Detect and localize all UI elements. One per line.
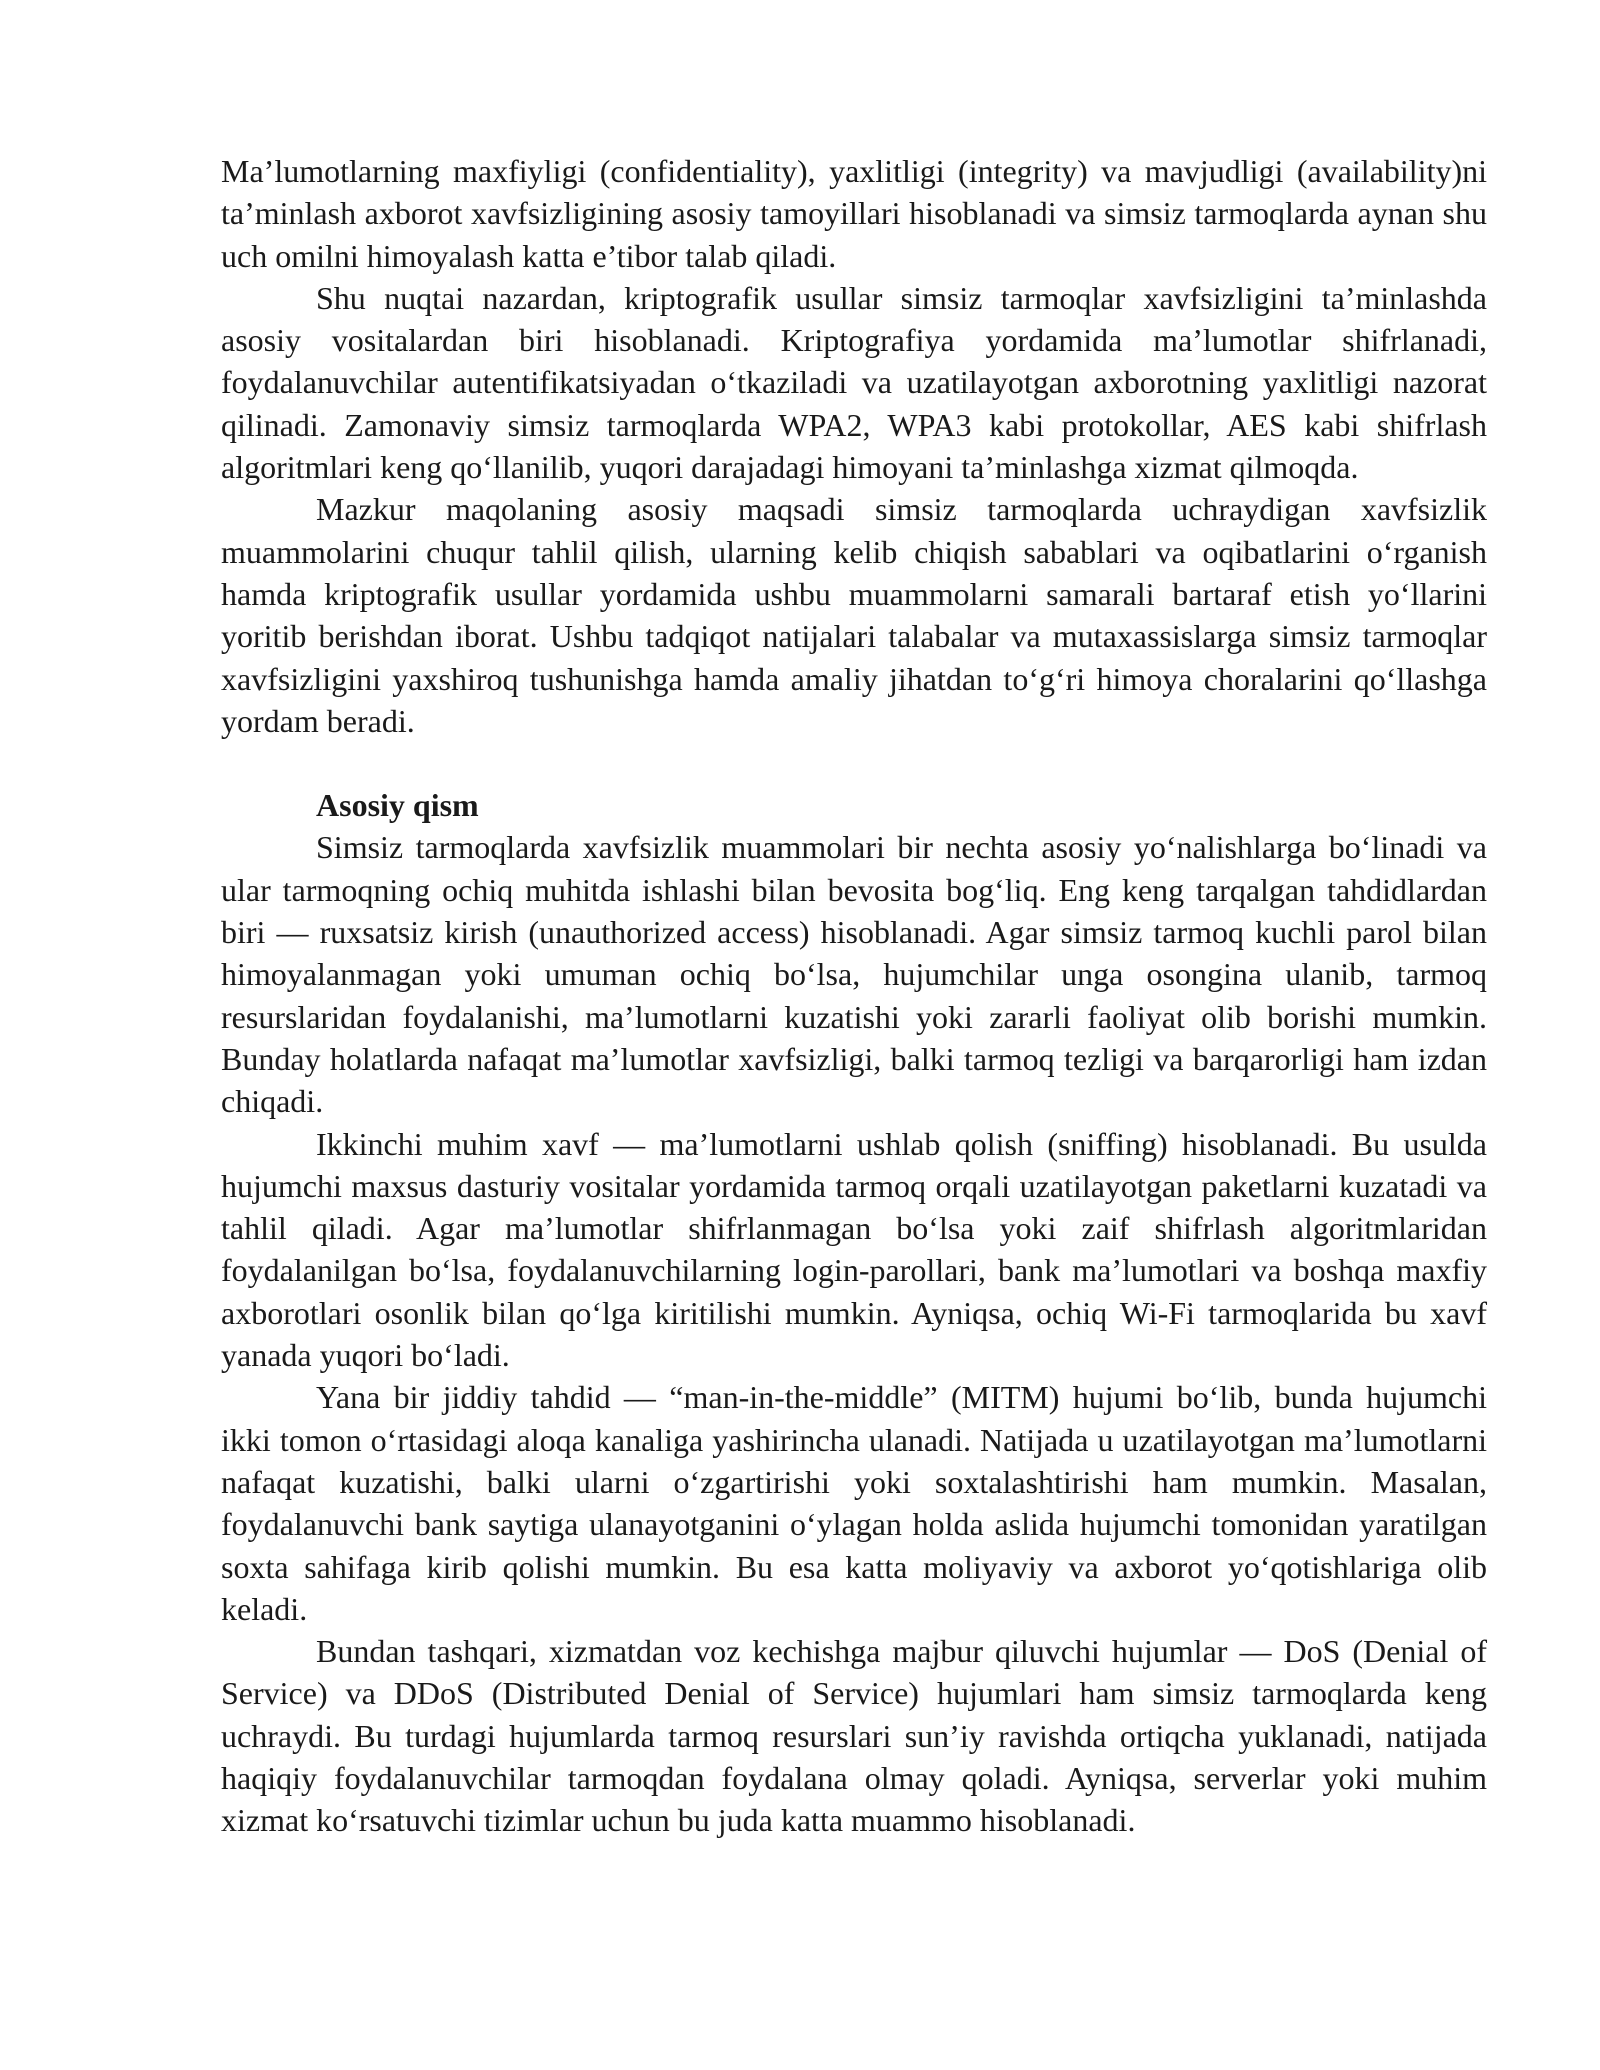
paragraph-unauthorized-access: Simsiz tarmoqlarda xavfsizlik muammolari bir nechta asosiy yo‘nalishlarga bo‘linadi va ular tarmoqning ochiq muhitda ishlashi bilan bevosita bog‘liq. Eng keng tarqalgan tahdidlardan biri — ruxsatsiz kirish (unauthorized access) hisoblanadi. Agar simsiz tarmoq kuchli parol bilan himoyalanmagan yoki umuman ochiq bo‘lsa, hujumchilar unga osongina ulanib, tarmoq resurslaridan foydalanishi, ma’lumotlarni kuzatishi yoki zararli faoliyat olib borishi mumkin. Bunday holatlarda nafaqat ma’lumotlar xavfsizligi, balki tarmoq tezligi va barqarorligi ham izdan chiqadi. [221,829,1487,1120]
paragraph-cryptographic-methods: Shu nuqtai nazardan, kriptografik usullar simsiz tarmoqlar xavfsizligini ta’minlashda asosiy vositalardan biri hisoblanadi. Kriptografiya yordamida ma’lumotlar shifrlanadi, foydalanuvchilar autentifikatsiyadan o‘tkaziladi va uzatilayotgan axborotning yaxlitligi nazorat qilinadi. Zamonaviy simsiz tarmoqlarda WPA2, WPA3 kabi protokollar, AES kabi shifrlash algoritmlari keng qo‘llanilib, yuqori darajadagi himoyani ta’minlashga xizmat qilmoqda. [221,279,1487,486]
paragraph-mitm: Yana bir jiddiy tahdid — “man-in-the-middle” (MITM) hujumi bo‘lib, bunda hujumchi ikki tomon o‘rtasidagi aloqa kanaliga yashirincha ulanadi. Natijada u uzatilayotgan ma’lumotlarni nafaqat kuzatishi, balki ularni o‘zgartirishi yoki soxtalashtirishi ham mumkin. Masalan, foydalanuvchi bank saytiga ulanayotganini o‘ylagan holda aslida hujumchi tomonidan yaratilgan soxta sahifaga kirib qolishi mumkin. Bu esa katta moliyaviy va axborot yo‘qotishlariga olib keladi. [221,1379,1487,1627]
section-heading: Asosiy qism [316,787,479,824]
paragraph-article-goal: Mazkur maqolaning asosiy maqsadi simsiz tarmoqlarda uchraydigan xavfsizlik muammolarini chuqur tahlil qilish, ularning kelib chiqish sabablari va oqibatlarini o‘rganish hamda kriptografik usullar yordamida ushbu muammolarni samarali bartaraf etish yo‘llarini yoritib berishdan iborat. Ushbu tadqiqot natijalari talabalar va mutaxassislarga simsiz tarmoqlar xavfsizligini yaxshiroq tushunishga hamda amaliy jihatdan to‘g‘ri himoya choralarini qo‘llashga yordam beradi. [221,491,1487,739]
paragraph-cia-principles: Ma’lumotlarning maxfiyligi (confidentiality), yaxlitligi (integrity) va mavjudligi (availability)ni ta’minlash axborot xavfsizligining asosiy tamoyillari hisoblanadi va simsiz tarmoqlarda aynan shu uch omilni himoyalash katta e’tibor talab qiladi. [221,153,1487,274]
paragraph-dos-ddos: Bundan tashqari, xizmatdan voz kechishga majbur qiluvchi hujumlar — DoS (Denial of Service) va DDoS (Distributed Denial of Service) hujumlari ham simsiz tarmoqlarda keng uchraydi. Bu turdagi hujumlarda tarmoq resurslari sun’iy ravishda ortiqcha yuklanadi, natijada haqiqiy foydalanuvchilar tarmoqdan foydalana olmay qoladi. Ayniqsa, serverlar yoki muhim xizmat ko‘rsatuvchi tizimlar uchun bu juda katta muammo hisoblanadi. [221,1633,1487,1839]
paragraph-sniffing: Ikkinchi muhim xavf — ma’lumotlarni ushlab qolish (sniffing) hisoblanadi. Bu usulda hujumchi maxsus dasturiy vositalar yordamida tarmoq orqali uzatilayotgan paketlarni kuzatadi va tahlil qiladi. Agar ma’lumotlar shifrlanmagan bo‘lsa yoki zaif shifrlash algoritmlaridan foydalanilgan bo‘lsa, foydalanuvchilarning login-parollari, bank ma’lumotlari va boshqa maxfiy axborotlari osonlik bilan qo‘lga kiritilishi mumkin. Ayniqsa, ochiq Wi-Fi tarmoqlarida bu xavf yanada yuqori bo‘ladi. [221,1125,1487,1374]
section-spacer [221,742,1487,784]
document-page [221,150,1487,1842]
